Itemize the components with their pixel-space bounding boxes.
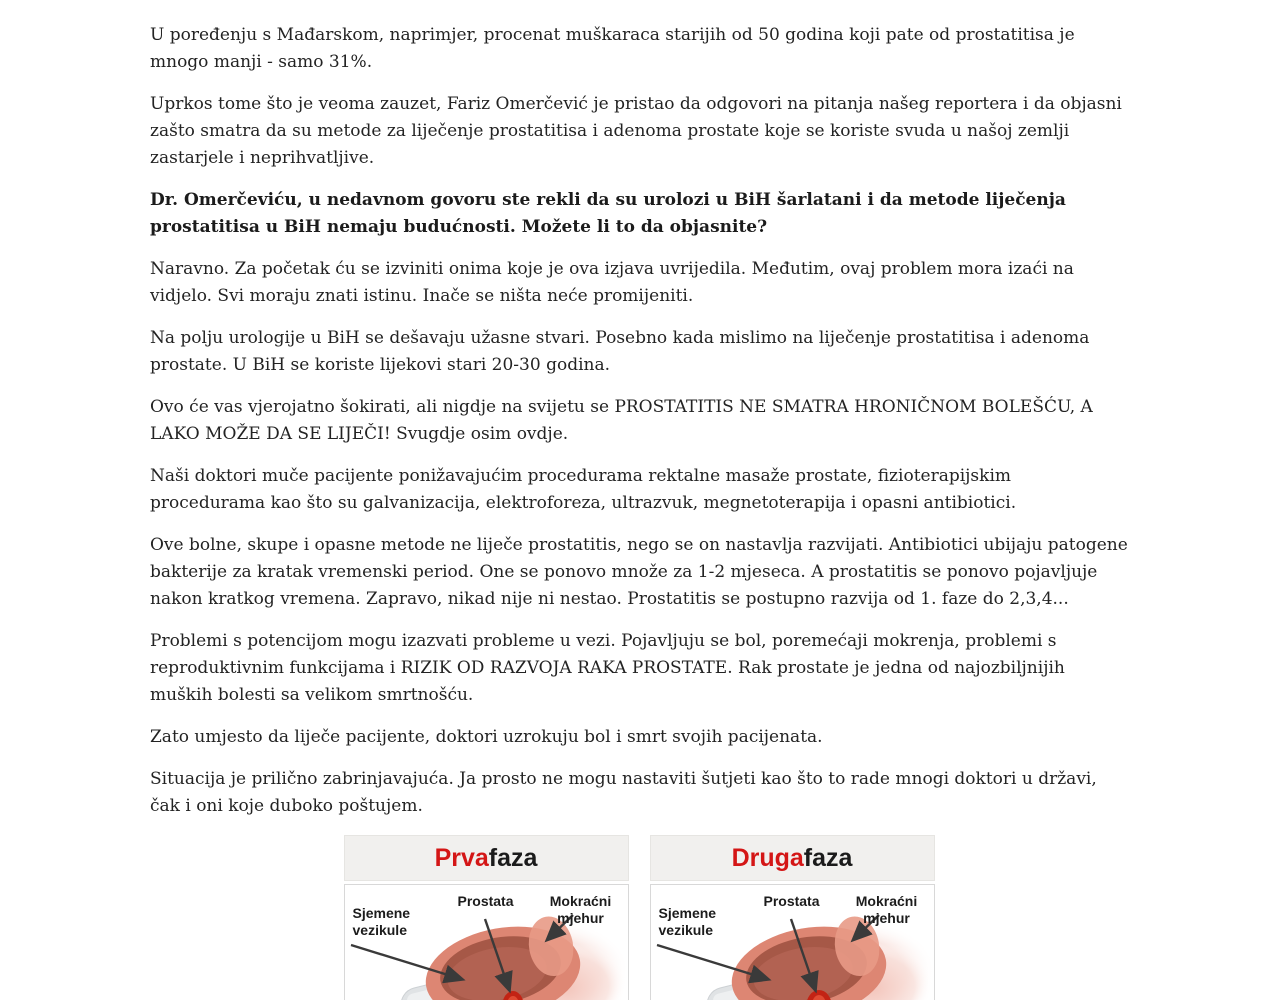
paragraph: Uprkos tome što je veoma zauzet, Fariz Omerčević je pristao da odgovori na pitanja našeg reportera i da objasni zašto smatra da su metode za liječenje prostatitisa i adenoma prostate koje se koriste svuda u našoj zemlji zastarjele i neprihvatljive. <box>150 94 1122 168</box>
paragraph: Situacija je prilično zabrinjavajuća. Ja prosto ne mogu nastaviti šutjeti kao što to rade mnogi doktori u državi, čak i oni koje duboko poštujem. <box>150 769 1097 816</box>
seminal-vesicle-label: Sjemene vezikule <box>658 905 717 938</box>
prostate-label: Prostata <box>763 893 820 909</box>
phase-1-title <box>344 835 629 881</box>
prostate-label: Prostata <box>457 893 514 909</box>
phase-2-title <box>650 835 935 881</box>
paragraph: Ove bolne, skupe i opasne metode ne liječe prostatitis, nego se on nastavlja razvijati. Antibiotici ubijaju patogene bakterije za kratak vremenski period. One se ponovo množe za 1-2 mjeseca. A prostatitis se ponovo pojavljuje nakon kratkog vremena. Zapravo, nikad nije ni nestao. Prostatitis se postupno razvija od 1. faze do 2,3,4... <box>150 535 1128 609</box>
paragraph: Zato umjesto da liječe pacijente, doktori uzrokuju bol i smrt svojih pacijenata. <box>150 727 823 747</box>
paragraph: U poređenju s Mađarskom, naprimjer, procenat muškaraca starijih od 50 godina koji pate od prostatitisa je mnogo manji - samo 31%. <box>150 25 1075 72</box>
paragraph: Ovo će vas vjerojatno šokirati, ali nigdje na svijetu se PROSTATITIS NE SMATRA HRONIČNOM BOLEŠĆU, A LAKO MOŽE DA SE LIJEČI! Svugdje osim ovdje. <box>150 397 1093 444</box>
phase-2-diagram <box>650 884 935 1000</box>
phase-1-title-red: Prva <box>434 843 489 872</box>
phase-figure <box>150 835 1128 1000</box>
bladder-label: Mokraćni mjehur <box>855 893 918 926</box>
phase-2-title-rest: faza <box>803 843 853 872</box>
bladder-label: Mokraćni mjehur <box>549 893 612 926</box>
phase-panel-1 <box>344 835 629 1000</box>
seminal-vesicle-label: Sjemene vezikule <box>352 905 411 938</box>
phase-1-title-rest: faza <box>488 843 538 872</box>
phase-2-title-red: Druga <box>731 843 804 872</box>
phase-panel-2 <box>650 835 935 1000</box>
article-body <box>150 22 1128 1000</box>
paragraph: Naši doktori muče pacijente ponižavajućim procedurama rektalne masaže prostate, fizioterapijskim procedurama kao što su galvanizacija, elektroforeza, ultrazvuk, megnetoterapija i opasni antibiotici. <box>150 466 1017 513</box>
interview-question: Dr. Omerčeviću, u nedavnom govoru ste rekli da su urolozi u BiH šarlatani i da metode liječenja prostatitisa u BiH nemaju budućnosti. Možete li to da objasnite? <box>150 190 1066 237</box>
phase-1-diagram <box>344 884 629 1000</box>
paragraph: Problemi s potencijom mogu izazvati probleme u vezi. Pojavljuju se bol, poremećaji mokrenja, problemi s reproduktivnim funkcijama i RIZIK OD RAZVOJA RAKA PROSTATE. Rak prostate je jedna od najozbiljnijih muških bolesti sa velikom smrtnošću. <box>150 631 1065 705</box>
paragraph: Naravno. Za početak ću se izviniti onima koje je ova izjava uvrijedila. Međutim, ovaj problem mora izaći na vidjelo. Svi moraju znati istinu. Inače se ništa neće promijeniti. <box>150 259 1074 306</box>
paragraph: Na polju urologije u BiH se dešavaju užasne stvari. Posebno kada mislimo na liječenje prostatitisa i adenoma prostate. U BiH se koriste lijekovi stari 20-30 godina. <box>150 328 1090 375</box>
